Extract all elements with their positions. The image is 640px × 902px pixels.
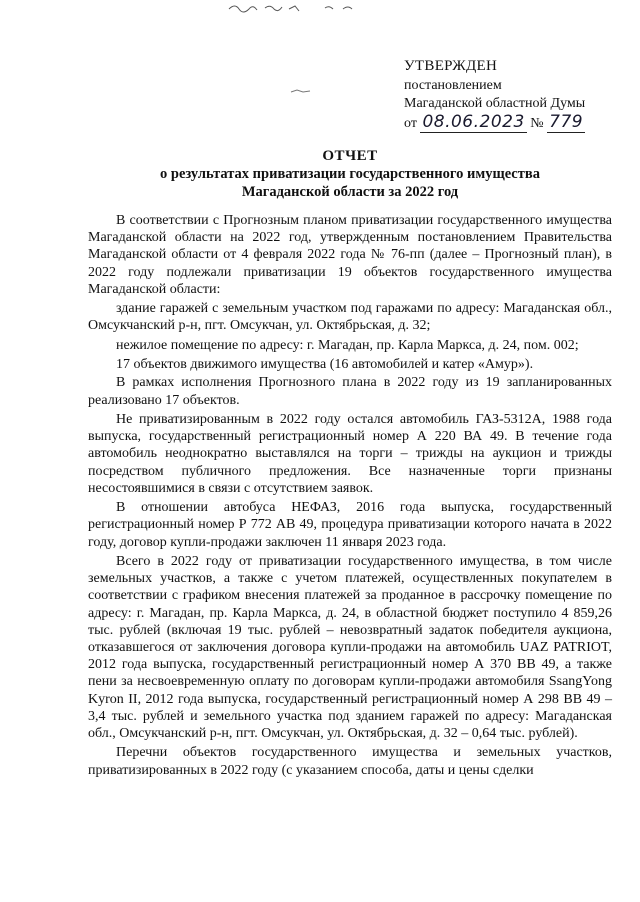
paragraph: 17 объектов движимого имущества (16 автомобилей и катер «Амур»). <box>116 357 534 373</box>
paragraph: здание гаражей с земельным участком под гаражами по адресу: Магаданская обл., Омсукчанский р-н, пгт. Омсукчан, ул. Октябрьская, д. 32; <box>88 301 612 334</box>
title-line-2: о результатах приватизации государственного имущества <box>160 166 540 182</box>
date-prefix: от <box>404 116 417 131</box>
handwritten-date: 08.06.2023 <box>422 112 525 132</box>
paragraph: В соответствии с Прогнозным планом приватизации государственного имущества Магаданской области на 2022 год, утвержденным постановлением Правительства Магаданской области от 4 февраля 2022 года № 76-пп (далее – Прогнозный план), в 2022 году подлежали приватизации 19 объектов государственного имущества Магаданской области: <box>88 213 612 297</box>
title-line-1: ОТЧЕТ <box>322 148 378 164</box>
approval-line-2: Магаданской областной Думы <box>404 96 586 111</box>
title-line-3: Магаданской области за 2022 год <box>241 184 459 200</box>
approval-block <box>404 57 634 133</box>
paragraph: В отношении автобуса НЕФАЗ, 2016 года выпуска, государственный регистрационный номер Р 772 АВ 49, процедура приватизации которого начата в 2022 году, договор купли-продажи заключен 11 января 2023 года. <box>88 500 612 550</box>
report-title <box>88 147 612 201</box>
report-body <box>88 212 612 779</box>
paragraph: нежилое помещение по адресу: г. Магадан, пр. Карла Маркса, д. 24, пом. 002; <box>116 337 579 353</box>
stray-mark <box>290 88 312 94</box>
number-prefix: № <box>530 116 544 131</box>
handwritten-note-scribble <box>225 0 375 16</box>
approval-line-1: постановлением <box>404 78 502 93</box>
approval-date-line <box>404 113 634 133</box>
approval-heading: УТВЕРЖДЕН <box>404 58 498 74</box>
paragraph: Не приватизированным в 2022 году остался автомобиль ГАЗ-5312А, 1988 года выпуска, государственный регистрационный номер А 220 ВА 49. В течение года автомобиль неоднократно выставлялся на торги – трижды на аукцион и трижды посредством публичного предложения. Все назначенные торги признаны несостоявшимися в связи с отсутствием заявок. <box>88 411 612 496</box>
paragraph: Перечни объектов государственного имущества и земельных участков, приватизированных в 2022 году (с указанием способа, даты и цены сделки <box>88 745 612 778</box>
paragraph: Всего в 2022 году от приватизации государственного имущества, в том числе земельных участков, а также с учетом платежей, осуществленных покупателем в соответствии с графиком внесения платежей за проданное в рассрочку помещение по адресу: г. Магадан, пр. Карла Маркса, д. 24, в областной бюджет поступило 4 859,26 тыс. рублей (включая 19 тыс. рублей – невозвратный задаток победителя аукциона, отказавшегося от заключения договора купли-продажи на автомобиль UAZ PATRIOT, 2012 года выпуска, государственный регистрационный номер А 370 ВВ 49, а также пени за несвоевременную оплату по договорам купли-продажи автомобиля SsangYong Kyron II, 2012 года выпуска, государственный регистрационный номер А 298 ВВ 49 – 3,4 тыс. рублей и земельного участка под зданием гаражей по адресу: Магаданская обл., Омсукчанский р-н, пгт. Омсукчан, ул. Октябрьская, д. 32 – 0,64 тыс. рублей). <box>88 553 612 742</box>
handwritten-number: 779 <box>549 112 584 132</box>
paragraph: В рамках исполнения Прогнозного плана в 2022 году из 19 запланированных реализовано 17 объектов. <box>88 375 612 408</box>
